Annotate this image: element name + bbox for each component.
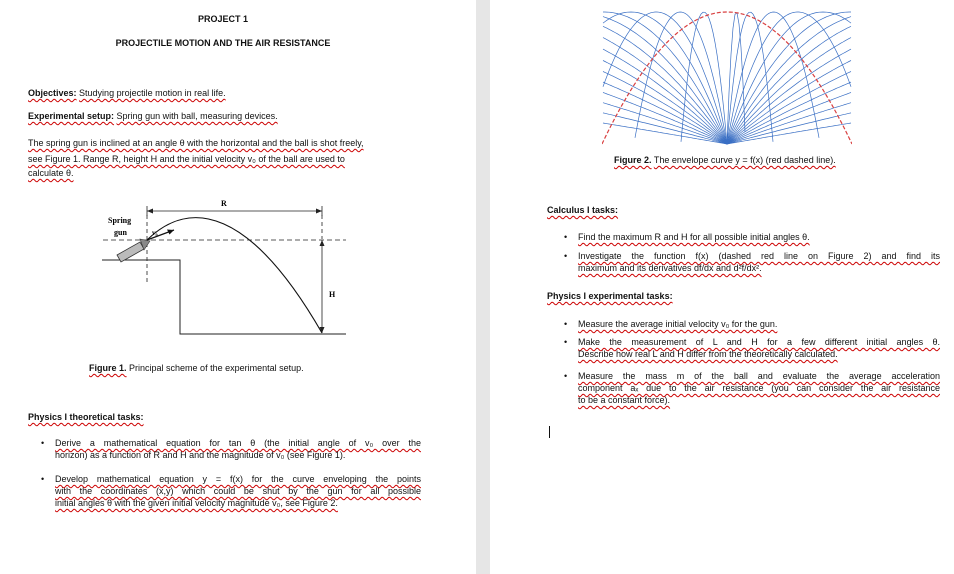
physics-bullet-2-line-1: • Make the measurement of L and H for a few different initial angles θ.: [578, 337, 940, 347]
range-arrow-left: [147, 209, 153, 214]
physics-bullet-3-line-3: to be a constant force).: [578, 395, 671, 405]
physics-bullet-3-line-1: • Measure the mass m of the ball and evaluate the average acceleration: [578, 371, 940, 381]
trajectory-curve: [603, 12, 727, 144]
spring-gun-body: [117, 242, 144, 262]
calculus-bullet-2-line-2: maximum and its derivatives df/dx and d²f/dx².: [578, 263, 762, 273]
trajectory-curve: [727, 13, 745, 144]
figure-2-caption-label: Figure 2.: [614, 155, 652, 165]
theory-bullet-2: [55, 473, 421, 509]
setup-paragraph-line-1: The spring gun is inclined at an angle θ with the horizontal and the ball is shot freely,: [28, 138, 364, 148]
physics-bullet-1: [578, 318, 940, 330]
figure-2-caption-text: The envelope curve y = f(x) (red dashed line).: [653, 155, 836, 165]
physics-bullet-1-line-1: • Measure the average initial velocity v₀ for the gun.: [578, 319, 778, 329]
theory-bullet-2-line-1: • Develop mathematical equation y = f(x) for the curve enveloping the points: [55, 474, 421, 484]
project-subtitle: PROJECTILE MOTION AND THE AIR RESISTANCE: [115, 38, 331, 48]
figure-1-caption: [89, 362, 304, 374]
calculus-bullet-2-line-1: • Investigate the function f(x) (dashed red line on Figure 2) and find its: [578, 251, 940, 261]
text-cursor[interactable]: [549, 426, 550, 438]
physics-bullet-2: [578, 336, 940, 360]
trajectory-curve: [603, 12, 727, 144]
objectives-line: [28, 87, 226, 99]
theory-bullet-2-line-3: initial angles θ with the given initial velocity magnitude v₀, see Figure 2.: [55, 498, 338, 508]
physics-experimental-heading: Physics I experimental tasks:: [547, 291, 673, 301]
theory-bullet-1-line-2: horizon) as a function of R and H and the magnitude of v₀ (see Figure 1).: [55, 450, 346, 460]
figure-2-envelope-plot: [602, 6, 852, 148]
figure-1-caption-text: Principal scheme of the experimental setup.: [129, 363, 304, 373]
gun-label: gun: [114, 228, 127, 237]
physics-bullet-3: [578, 370, 940, 406]
trajectory-curve: [727, 12, 851, 144]
objectives-label: Objectives:: [28, 88, 77, 98]
v0-label: v₀: [152, 229, 158, 237]
spring-label: Spring: [108, 216, 132, 225]
trajectory-curve: [603, 49, 727, 144]
trajectory-curve: [681, 12, 727, 144]
calculus-bullet-1-line-1: • Find the maximum R and H for all possible initial angles θ.: [578, 232, 810, 242]
trajectory-curve: [727, 82, 851, 144]
setup-label: Experimental setup:: [28, 111, 115, 121]
figure-2-caption: [614, 154, 836, 166]
trajectory-curve: [727, 12, 773, 144]
trajectory-curve: [603, 103, 727, 144]
project-title: PROJECT 1: [197, 14, 248, 24]
calculus-bullet-2: [578, 250, 940, 274]
trajectory-family: [603, 12, 851, 144]
height-label: H: [329, 290, 336, 299]
setup-text: Spring gun with ball, measuring devices.: [116, 111, 278, 121]
trajectory-curve: [147, 218, 322, 333]
range-label: R: [221, 199, 227, 208]
trajectory-curve: [727, 12, 851, 144]
physics-bullet-3-line-2: component aₓ due to the air resistance (you can consider the air resistance: [578, 383, 940, 393]
ground-profile: [102, 260, 346, 334]
calculus-heading: Calculus I tasks:: [547, 205, 619, 215]
document-page-1: [0, 0, 476, 574]
trajectory-curve: [603, 82, 727, 144]
range-arrow-right: [316, 209, 322, 214]
trajectory-curve: [727, 12, 851, 144]
objectives-text: Studying projectile motion in real life.: [79, 88, 226, 98]
document-page-2: [490, 0, 954, 574]
figure-1-caption-label: Figure 1.: [89, 363, 127, 373]
trajectory-curve: [727, 49, 851, 144]
figure-1-scheme: [100, 193, 350, 343]
theory-bullet-1: [55, 437, 421, 461]
envelope-dashed-curve: [602, 12, 852, 144]
trajectory-curve: [727, 103, 851, 144]
height-arrow-top: [320, 240, 325, 246]
theory-bullet-1-line-1: • Derive a mathematical equation for tan θ (the initial angle of v₀ over the: [55, 438, 421, 448]
theory-heading: Physics I theoretical tasks:: [28, 412, 144, 422]
setup-line: [28, 110, 278, 122]
setup-paragraph-line-2: see Figure 1. Range R, height H and the initial velocity v₀ of the ball are used to: [28, 154, 345, 164]
physics-bullet-2-line-2: Describe how real L and H differ from the theoretically calculated.: [578, 349, 838, 359]
setup-paragraph-line-3: calculate θ.: [28, 168, 74, 178]
trajectory-curve: [603, 12, 727, 144]
calculus-bullet-1: [578, 231, 940, 243]
theory-bullet-2-line-2: with the coordinates (x,y) which could be shut by the gun for all possible: [55, 486, 421, 496]
